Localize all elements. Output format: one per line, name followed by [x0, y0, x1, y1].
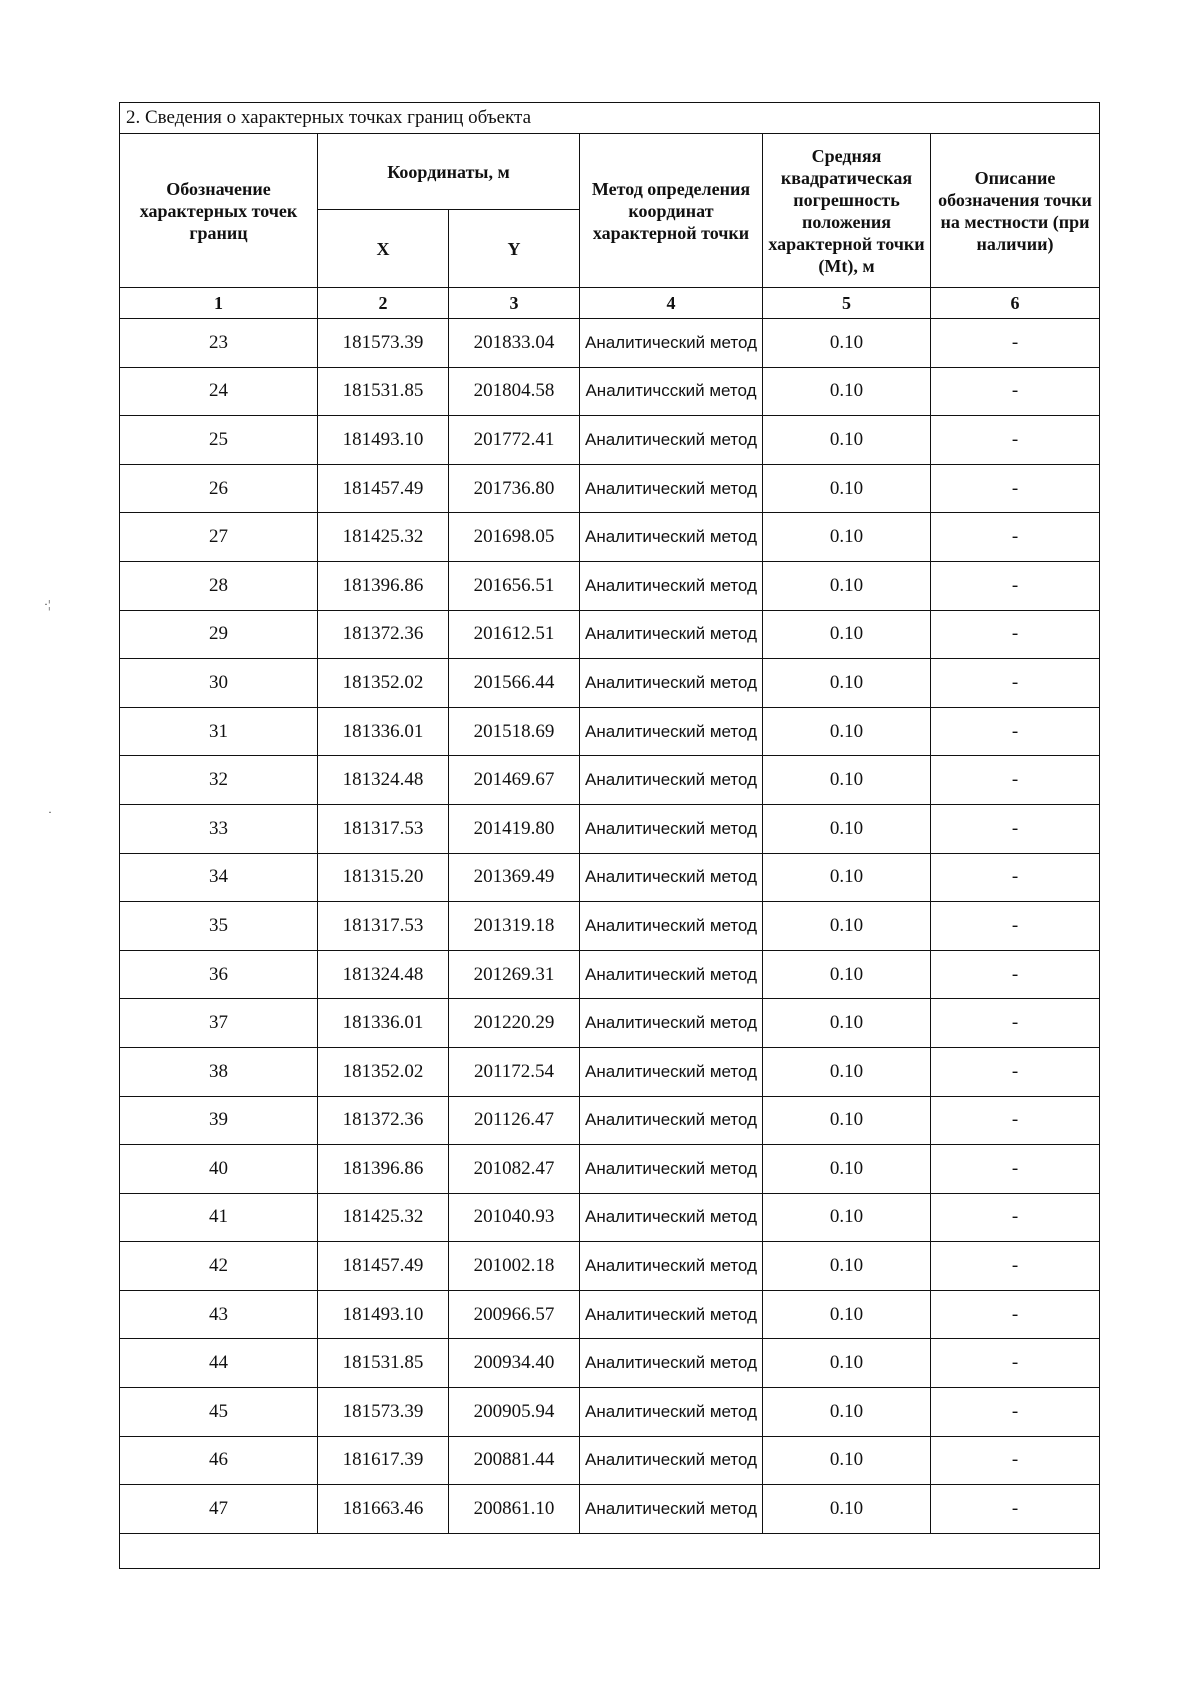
- cell-error: 0.10: [763, 561, 931, 610]
- cell-point: 31: [120, 707, 318, 756]
- cell-error: 0.10: [763, 1242, 931, 1291]
- cell-description: -: [931, 464, 1100, 513]
- cell-y: 200881.44: [449, 1436, 580, 1485]
- header-point: Обозначение характерных точек границ: [120, 134, 318, 288]
- cell-method: Аналитический метод: [580, 1193, 763, 1242]
- table-row: [120, 707, 1100, 756]
- cell-x: 181336.01: [318, 707, 449, 756]
- boundary-points-table-sheet: [119, 102, 1099, 1569]
- cell-description: -: [931, 1193, 1100, 1242]
- cell-error: 0.10: [763, 1290, 931, 1339]
- table-row: [120, 1339, 1100, 1388]
- cell-y: 201369.49: [449, 853, 580, 902]
- cell-method: Аналитический метод: [580, 902, 763, 951]
- cell-error: 0.10: [763, 999, 931, 1048]
- table-body: [120, 319, 1100, 1534]
- cell-y: 201518.69: [449, 707, 580, 756]
- cell-description: -: [931, 707, 1100, 756]
- cell-x: 181352.02: [318, 659, 449, 708]
- cell-error: 0.10: [763, 1047, 931, 1096]
- cell-method: Аналитичсский метод: [580, 367, 763, 416]
- cell-description: -: [931, 999, 1100, 1048]
- cell-x: 181531.85: [318, 1339, 449, 1388]
- cell-error: 0.10: [763, 513, 931, 562]
- cell-point: 47: [120, 1485, 318, 1534]
- section-title: 2. Сведения о характерных точках границ объекта: [120, 103, 1100, 134]
- cell-method: Аналитический метод: [580, 561, 763, 610]
- cell-error: 0.10: [763, 610, 931, 659]
- cell-description: -: [931, 319, 1100, 368]
- table-row: [120, 1145, 1100, 1194]
- header-method: Метод определения координат характерной точки: [580, 134, 763, 288]
- cell-error: 0.10: [763, 464, 931, 513]
- cell-x: 181372.36: [318, 1096, 449, 1145]
- table-row: [120, 561, 1100, 610]
- cell-description: -: [931, 1436, 1100, 1485]
- cell-x: 181396.86: [318, 1145, 449, 1194]
- header-x: X: [318, 210, 449, 288]
- cell-error: 0.10: [763, 1436, 931, 1485]
- cell-description: -: [931, 610, 1100, 659]
- cell-method: Аналитический метод: [580, 999, 763, 1048]
- cell-x: 181457.49: [318, 1242, 449, 1291]
- cell-method: Аналитический метод: [580, 853, 763, 902]
- cell-method: Аналитический метод: [580, 1485, 763, 1534]
- table-row: [120, 464, 1100, 513]
- cell-x: 181324.48: [318, 756, 449, 805]
- table-row: [120, 513, 1100, 562]
- cell-y: 201469.67: [449, 756, 580, 805]
- header-description: Описание обозначения точки на местности (при наличии): [931, 134, 1100, 288]
- column-number: 6: [931, 288, 1100, 319]
- cell-error: 0.10: [763, 1145, 931, 1194]
- cell-error: 0.10: [763, 804, 931, 853]
- cell-method: Аналитический метод: [580, 1436, 763, 1485]
- cell-error: 0.10: [763, 659, 931, 708]
- cell-x: 181573.39: [318, 319, 449, 368]
- cell-y: 201833.04: [449, 319, 580, 368]
- table-row: [120, 659, 1100, 708]
- cell-x: 181573.39: [318, 1388, 449, 1437]
- cell-method: Аналитический метод: [580, 804, 763, 853]
- cell-error: 0.10: [763, 416, 931, 465]
- cell-x: 181425.32: [318, 513, 449, 562]
- cell-method: Аналитический метод: [580, 1339, 763, 1388]
- cell-description: -: [931, 561, 1100, 610]
- table-row: [120, 1485, 1100, 1534]
- cell-description: -: [931, 1388, 1100, 1437]
- cell-y: 201612.51: [449, 610, 580, 659]
- table-row: [120, 853, 1100, 902]
- empty-footer-row: [120, 1533, 1100, 1568]
- cell-description: -: [931, 804, 1100, 853]
- cell-y: 201656.51: [449, 561, 580, 610]
- cell-method: Аналитический метод: [580, 950, 763, 999]
- cell-description: -: [931, 513, 1100, 562]
- cell-y: 200861.10: [449, 1485, 580, 1534]
- cell-description: -: [931, 950, 1100, 999]
- cell-error: 0.10: [763, 1096, 931, 1145]
- cell-x: 181317.53: [318, 902, 449, 951]
- cell-point: 37: [120, 999, 318, 1048]
- cell-point: 41: [120, 1193, 318, 1242]
- cell-point: 26: [120, 464, 318, 513]
- cell-point: 40: [120, 1145, 318, 1194]
- cell-point: 34: [120, 853, 318, 902]
- cell-x: 181663.46: [318, 1485, 449, 1534]
- column-number: 1: [120, 288, 318, 319]
- cell-method: Аналитический метод: [580, 416, 763, 465]
- header-y: Y: [449, 210, 580, 288]
- cell-y: 201126.47: [449, 1096, 580, 1145]
- cell-error: 0.10: [763, 756, 931, 805]
- column-number: 5: [763, 288, 931, 319]
- table-row: [120, 319, 1100, 368]
- table-row: [120, 756, 1100, 805]
- cell-error: 0.10: [763, 319, 931, 368]
- table-row: [120, 1096, 1100, 1145]
- cell-x: 181457.49: [318, 464, 449, 513]
- table-row: [120, 610, 1100, 659]
- cell-description: -: [931, 1047, 1100, 1096]
- cell-method: Аналитический метод: [580, 319, 763, 368]
- cell-error: 0.10: [763, 1339, 931, 1388]
- cell-y: 201319.18: [449, 902, 580, 951]
- header-coordinates: Координаты, м: [318, 134, 580, 210]
- cell-method: Аналитический метод: [580, 610, 763, 659]
- cell-point: 36: [120, 950, 318, 999]
- cell-description: -: [931, 1096, 1100, 1145]
- cell-description: -: [931, 1242, 1100, 1291]
- cell-x: 181396.86: [318, 561, 449, 610]
- table-row: [120, 999, 1100, 1048]
- cell-method: Аналитический метод: [580, 659, 763, 708]
- cell-method: Аналитический метод: [580, 707, 763, 756]
- cell-y: 201736.80: [449, 464, 580, 513]
- cell-x: 181317.53: [318, 804, 449, 853]
- cell-point: 44: [120, 1339, 318, 1388]
- table-row: [120, 367, 1100, 416]
- column-number: 2: [318, 288, 449, 319]
- cell-x: 181372.36: [318, 610, 449, 659]
- margin-mark: ·¦: [44, 597, 51, 611]
- cell-description: -: [931, 756, 1100, 805]
- table-row: [120, 416, 1100, 465]
- cell-point: 39: [120, 1096, 318, 1145]
- table-row: [120, 950, 1100, 999]
- cell-x: 181531.85: [318, 367, 449, 416]
- cell-y: 201269.31: [449, 950, 580, 999]
- cell-method: Аналитический метод: [580, 1242, 763, 1291]
- cell-y: 200966.57: [449, 1290, 580, 1339]
- cell-x: 181425.32: [318, 1193, 449, 1242]
- cell-y: 200934.40: [449, 1339, 580, 1388]
- cell-method: Аналитический метод: [580, 1145, 763, 1194]
- cell-point: 43: [120, 1290, 318, 1339]
- cell-y: 201220.29: [449, 999, 580, 1048]
- cell-method: Аналитический метод: [580, 1290, 763, 1339]
- cell-x: 181493.10: [318, 1290, 449, 1339]
- cell-x: 181352.02: [318, 1047, 449, 1096]
- cell-point: 28: [120, 561, 318, 610]
- cell-error: 0.10: [763, 1193, 931, 1242]
- boundary-points-table: [119, 102, 1100, 1569]
- table-row: [120, 1436, 1100, 1485]
- cell-y: 201772.41: [449, 416, 580, 465]
- cell-point: 29: [120, 610, 318, 659]
- cell-description: -: [931, 659, 1100, 708]
- cell-x: 181324.48: [318, 950, 449, 999]
- cell-point: 42: [120, 1242, 318, 1291]
- cell-error: 0.10: [763, 1485, 931, 1534]
- cell-error: 0.10: [763, 902, 931, 951]
- cell-y: 200905.94: [449, 1388, 580, 1437]
- cell-method: Аналитический метод: [580, 464, 763, 513]
- table-row: [120, 902, 1100, 951]
- column-number: 3: [449, 288, 580, 319]
- cell-method: Аналитический метод: [580, 756, 763, 805]
- cell-error: 0.10: [763, 950, 931, 999]
- cell-y: 201566.44: [449, 659, 580, 708]
- cell-method: Аналитический метод: [580, 1047, 763, 1096]
- cell-description: -: [931, 1485, 1100, 1534]
- cell-point: 27: [120, 513, 318, 562]
- cell-y: 201419.80: [449, 804, 580, 853]
- cell-x: 181493.10: [318, 416, 449, 465]
- cell-description: -: [931, 902, 1100, 951]
- table-row: [120, 804, 1100, 853]
- header-error: Средняя квадратическая погрешность положения характерной точки (Mt), м: [763, 134, 931, 288]
- cell-y: 201082.47: [449, 1145, 580, 1194]
- cell-description: -: [931, 853, 1100, 902]
- table-row: [120, 1388, 1100, 1437]
- cell-error: 0.10: [763, 853, 931, 902]
- cell-description: -: [931, 367, 1100, 416]
- cell-error: 0.10: [763, 367, 931, 416]
- cell-point: 45: [120, 1388, 318, 1437]
- cell-point: 32: [120, 756, 318, 805]
- column-number: 4: [580, 288, 763, 319]
- cell-method: Аналитический метод: [580, 513, 763, 562]
- cell-y: 201040.93: [449, 1193, 580, 1242]
- cell-y: 201172.54: [449, 1047, 580, 1096]
- table-row: [120, 1193, 1100, 1242]
- table-row: [120, 1047, 1100, 1096]
- cell-point: 38: [120, 1047, 318, 1096]
- cell-method: Аналитический метод: [580, 1096, 763, 1145]
- cell-y: 201698.05: [449, 513, 580, 562]
- cell-error: 0.10: [763, 1388, 931, 1437]
- cell-x: 181336.01: [318, 999, 449, 1048]
- cell-point: 35: [120, 902, 318, 951]
- cell-description: -: [931, 1339, 1100, 1388]
- cell-point: 23: [120, 319, 318, 368]
- cell-description: -: [931, 1290, 1100, 1339]
- cell-method: Аналитический метод: [580, 1388, 763, 1437]
- cell-description: -: [931, 1145, 1100, 1194]
- cell-point: 33: [120, 804, 318, 853]
- table-row: [120, 1290, 1100, 1339]
- cell-point: 30: [120, 659, 318, 708]
- cell-x: 181315.20: [318, 853, 449, 902]
- margin-mark: ·: [48, 805, 52, 819]
- cell-error: 0.10: [763, 707, 931, 756]
- cell-point: 25: [120, 416, 318, 465]
- table-row: [120, 1242, 1100, 1291]
- cell-y: 201804.58: [449, 367, 580, 416]
- cell-point: 46: [120, 1436, 318, 1485]
- cell-x: 181617.39: [318, 1436, 449, 1485]
- cell-point: 24: [120, 367, 318, 416]
- cell-description: -: [931, 416, 1100, 465]
- cell-y: 201002.18: [449, 1242, 580, 1291]
